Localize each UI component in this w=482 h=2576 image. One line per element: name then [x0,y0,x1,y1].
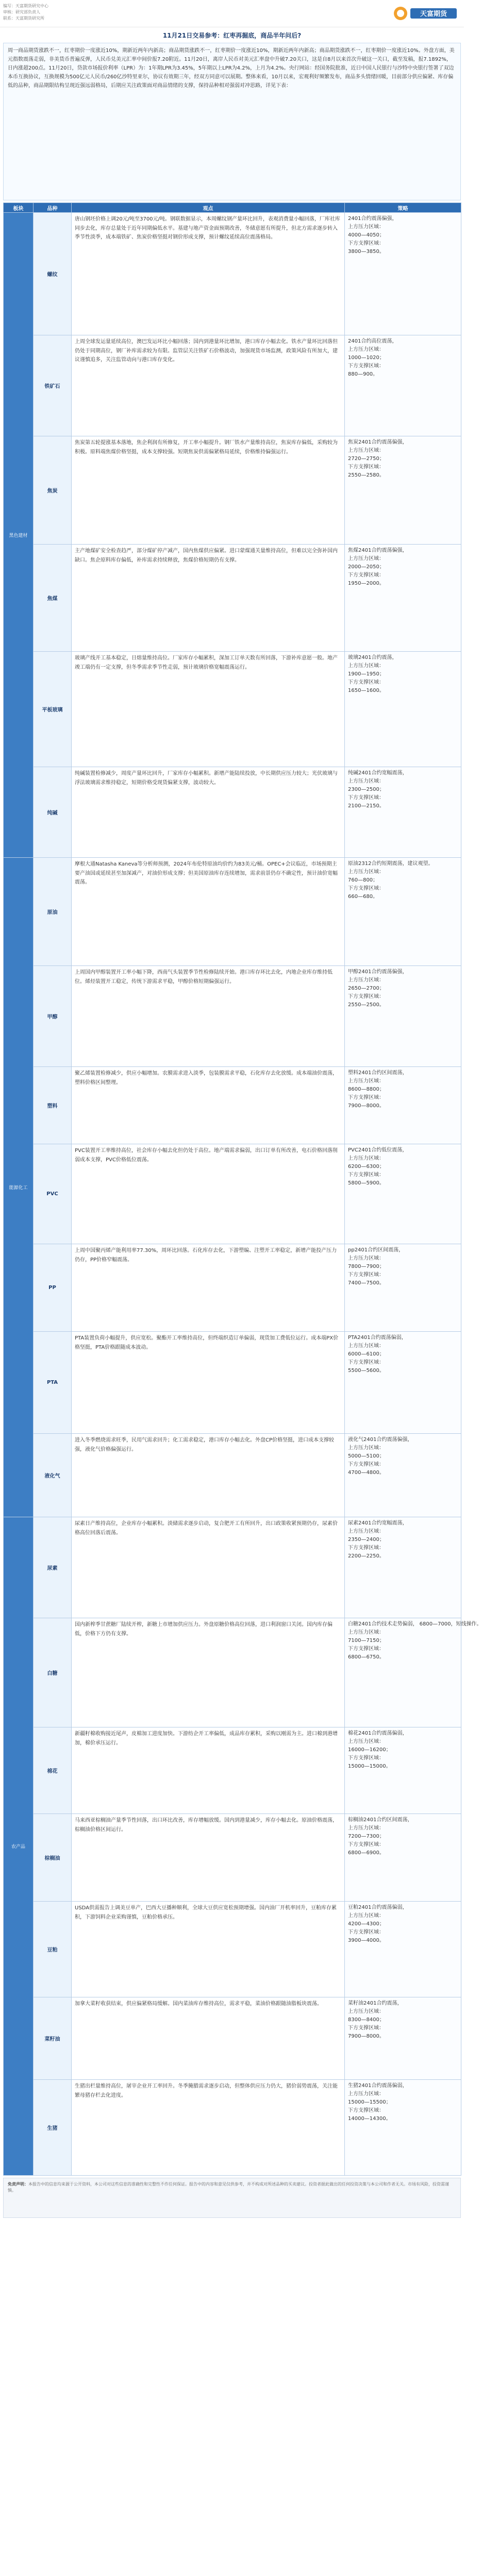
strategy-line: PVC2401合约低位震荡， [348,1147,408,1153]
strategy-line: 下方支撑区域： [348,680,384,685]
strategy-line: 下方支撑区域： [348,1360,384,1365]
strategy-lines [345,1517,461,1563]
strategy-lines [345,652,461,697]
strategy-cell [345,1814,461,1902]
table-row [4,335,461,436]
strategy-lines [345,1727,461,1773]
strategy-line: 5800—5900。 [348,1180,385,1186]
view-cell [72,436,345,545]
strategy-line: 7200—7300； [348,1834,385,1839]
view-cell [72,1332,345,1434]
strategy-line: 2000—2050； [348,564,385,570]
strategy-line: 上方压力区域： [348,1078,384,1084]
header-strategy: 策略 [345,203,461,213]
variety-cell: 液化气 [34,1434,72,1517]
view-text: 玻璃产线开工基本稳定，日熔量维持高位。厂家库存小幅累积，深加工订单天数有所回落，下游补库意愿一般。地产竣工端仍有一定支撑，但冬季需求季节性走弱，预计玻璃价格宽幅震荡运行。 [75,655,338,670]
strategy-line: 6800—6900。 [348,1850,385,1856]
view-text: 上周中国聚丙烯产能利用率77.30%，周环比回落。石化库存去化，下游塑编、注塑开工率稳定，新增产能投产压力仍存，PP价格窄幅震荡。 [75,1248,337,1263]
strategy-line: 下方支撑区域： [348,994,384,999]
table-row [4,858,461,966]
variety-cell: 菜籽油 [34,1997,72,2080]
strategy-line: 下方支撑区域： [348,1095,384,1100]
strategy-line: 2550—2500。 [348,1002,385,1008]
variety-cell: 铁矿石 [34,335,72,436]
strategy-line: 2550—2580。 [348,472,385,478]
view-text: PVC装置开工率维持高位，社会库存小幅去化但仍处于高位。地产端需求偏弱，出口订单有所改善，电石价格回落削弱成本支撑，PVC价格低位震荡。 [75,1148,338,1163]
strategy-lines [345,1434,461,1479]
strategy-line: 880—900。 [348,371,378,377]
strategy-cell [345,1618,482,1727]
strategy-line: 760—800； [348,877,378,883]
view-cell [72,545,345,652]
strategy-line: 上方压力区域： [348,1739,384,1744]
strategy-line: 2300—2500； [348,787,385,792]
table-row [4,1144,461,1244]
strategy-cell [345,767,461,858]
strategy-line: 4200—4300； [348,1921,385,1927]
table-row [4,652,461,767]
view-text: 聚乙烯装置检修减少，供应小幅增加。农膜需求进入淡季，包装膜需求平稳，石化库存去化放缓。成本端油价震荡，塑料价格区间整理。 [75,1071,338,1086]
table-row [4,545,461,652]
strategy-lines [345,966,461,1011]
table-row [4,1814,461,1902]
strategy-cell [345,2080,461,2176]
strategy-line: 7100—7150； [348,1638,385,1643]
strategy-line: 下方支撑区域： [348,1842,384,1848]
strategy-cell [345,966,461,1067]
strategy-cell [345,1332,461,1434]
strategy-lines [345,1997,461,2043]
variety-cell: PP [34,1244,72,1332]
meta-line: 联系：天富期货研究所 [3,16,44,21]
strategy-line: 6000—6100； [348,1351,385,1357]
strategy-cell [345,1902,461,1997]
strategy-line: 棕榈油2401合约区间震荡， [348,1817,413,1823]
strategy-cell [345,436,461,545]
strategy-line: 下方支撑区域： [348,464,384,470]
view-cell [72,335,345,436]
view-text: 加拿大菜籽收获结束，供应偏紧格局缓解。国内菜油库存维持高位，需求平稳，菜油价格跟随油脂板块震荡。 [75,2001,322,2007]
view-cell [72,1244,345,1332]
view-text: 尿素日产维持高位，企业库存小幅累积。淡储需求逐步启动，复合肥开工有所回升，出口政策收紧预期仍存，尿素价格高位回落后震荡。 [75,1521,338,1536]
strategy-cell [345,1067,461,1144]
strategy-line: 5000—5100； [348,1453,385,1459]
strategy-line: 5500—5600。 [348,1368,385,1374]
view-cell [72,1814,345,1902]
strategy-cell [345,1517,461,1618]
strategy-line: 上方压力区域： [348,778,384,784]
strategy-line: 下方支撑区域： [348,1929,384,1935]
intro-summary: 周一商品期货涨跌不一，红枣期价一度涨近10%，期新近两年内新高；商品期货涨跌不一，红枣期价一度涨近10%，期新近两年内新高；商品期货涨跌不一，红枣期价一度涨近10%。外盘方面，美元指数震荡走弱，非美货币普遍反弹，人民币兑美元汇率中间价报7.20附近。11月20日，离岸人民币对美元汇率盘中升破7.20关口，这是自8月以来首次升破这一关口，截至发稿，报7.1892%，日内涨超200点。11月20日，贷款市场报价利率（LPR）为：1年期LPR为3.45%，5年期以上LPR为4.2%，上月为4.2%。央行网站：经国务院批准，近日中国人民银行与沙特中央银行签署了双边本币互换协议，互换规模为500亿元人民币/260亿沙特里亚尔，协议有效期三年，经双方同意可以展期。整体来看，10月以来，宏观利好频繁发布，商品多头情绪回暖，目前部分供应偏紧、库存偏低的品种，商品期限结构呈现近强远弱格局，后期应关注政策面对商品情绪的支撑，保持品种相对强弱对冲思路，详见下表： [3,43,461,200]
strategy-line: 下方支撑区域： [348,2108,384,2113]
view-text: 进入冬季燃烧需求旺季，民用气需求回升；化工需求稳定，港口库存小幅去化。外盘CP价格坚挺，进口成本支撑较强，液化气价格偏强运行。 [75,1437,335,1452]
strategy-lines [345,1067,461,1112]
strategy-line: 豆粕2401合约震荡偏弱， [348,1905,408,1910]
view-cell [72,1727,345,1814]
strategy-line: 尿素2401合约宽幅震荡， [348,1520,408,1526]
strategy-line: 15000—15500； [348,2099,391,2105]
variety-cell: 纯碱 [34,767,72,858]
table-row [4,1727,461,1814]
strategy-line: 7800—7900； [348,1264,385,1269]
strategy-lines [345,858,461,903]
strategy-line: 下方支撑区域： [348,1545,384,1551]
variety-cell: 塑料 [34,1067,72,1144]
variety-cell: 生猪 [34,2080,72,2176]
table-row [4,1997,461,2080]
strategy-line: 上方压力区域： [348,448,384,453]
strategy-cell [345,335,461,436]
strategy-line: 2200—2250。 [348,1553,385,1559]
view-cell [72,652,345,767]
strategy-line: 2650—2700； [348,986,385,991]
strategy-line: 焦煤2401合约震荡偏强， [348,548,408,553]
header-sector: 板块 [4,203,34,213]
strategy-lines [345,1144,461,1190]
strategy-line: 下方支撑区域： [348,1462,384,1467]
view-cell [72,767,345,858]
strategy-line: 2401合约高位震荡， [348,338,397,344]
view-cell [72,1067,345,1144]
report-header [0,0,464,27]
strategy-cell [345,652,461,767]
table-row [4,1067,461,1144]
strategy-line: 3800—3850。 [348,249,385,255]
strategy-cell [345,545,461,652]
view-cell [72,1902,345,1997]
strategy-cell [345,1244,461,1332]
disclaimer-text: 本报告中的信息均来源于公开资料，本公司对这些信息的准确性和完整性不作任何保证。报告中的内容和意见仅供参考，并不构成对所述品种的买卖建议。投资者据此做出的任何投资决策与本公司和作者无关。市场有风险，投资需谨慎。 [8,2182,449,2193]
strategy-line: 下方支撑区域： [348,572,384,578]
view-cell [72,858,345,966]
header-view: 观点 [72,203,345,213]
strategy-lines [345,335,461,381]
strategy-line: 660—680。 [348,894,378,900]
variety-cell: 豆粕 [34,1902,72,1997]
view-text: 国内新榨季甘蔗糖厂陆续开榨，新糖上市增加供应压力。外盘原糖价格高位回落，进口利润窗口关闭。国内库存偏低，价格下方仍有支撑。 [75,1622,333,1637]
view-text: 焦炭第五轮提涨基本落地，焦企利润有所修复，开工率小幅提升。钢厂铁水产量维持高位，焦炭库存偏低，采购较为积极。原料端焦煤价格坚挺，成本支撑较强。短期焦炭供需偏紧格局延续，价格维持偏强运行。 [75,440,338,455]
view-text: 主产地煤矿安全检查趋严，部分煤矿停产减产，国内焦煤供应偏紧。进口蒙煤通关量维持高位，但难以完全弥补国内缺口。焦企原料库存偏低，补库需求持续释放，焦煤价格短期仍有支撑。 [75,548,338,563]
view-cell [72,1434,345,1517]
strategy-line: 3900—4000。 [348,1938,385,1943]
strategy-line: 7900—8000。 [348,2033,385,2039]
variety-cell: 白糖 [34,1618,72,1727]
strategy-line: 上方压力区域： [348,2091,384,2097]
report-title: 11月21日交易参考：红枣再掘底，商品半年问后? [162,32,302,39]
view-text: PTA装置负荷小幅提升，供应宽松。聚酯开工率维持高位，但终端织造订单偏弱，现货加工费低位运行。成本端PX价格坚挺，PTA价格跟随成本波动。 [75,1335,339,1350]
table-row [4,2080,461,2176]
meta-line: 审核：研究部负责人 [3,10,40,14]
variety-cell: 平板玻璃 [34,652,72,767]
view-text: 生猪出栏量维持高位，屠宰企业开工率回升。冬季腌腊需求逐步启动，但整体供应压力仍大，猪价弱势震荡，关注能繁母猪存栏去化进度。 [75,2083,338,2098]
strategy-line: 塑料2401合约区间震荡， [348,1070,408,1076]
strategy-lines [345,1902,461,1947]
strategy-cell [345,1997,461,2080]
view-text: 上周全球发运量延续高位，澳巴发运环比小幅回落；国内到港量环比增加，港口库存小幅去化。铁水产量环比回落但仍处于同期高位，钢厂补库需求较为有限。监管层关注铁矿石价格波动，加强现货市场监测，政策风险有所加大，建议谨慎追多，关注监管动向与港口库存变化。 [75,339,338,363]
strategy-line: 下方支撑区域： [348,363,384,369]
strategy-line: 下方支撑区域： [348,886,384,891]
strategy-line: 上方压力区域： [348,1529,384,1534]
table-row [4,213,461,335]
sector-cell: 农产品 [4,1517,34,2176]
header-meta [3,3,48,22]
strategy-line: 上方压力区域： [348,977,384,983]
view-text: 摩根大通Natasha Kaneva等分析师预测，2024年布伦特原油均价约为83美元/桶。OPEC+会议临近，市场预期主要产油国或延续甚至加深减产，对油价形成支撑；但美国原油库存连续增加，需求前景仍存不确定性，预计油价宽幅震荡。 [75,861,338,885]
strategy-line: 16000—16200； [348,1747,391,1753]
strategy-line: 上方压力区域： [348,224,384,230]
view-cell [72,1997,345,2080]
strategy-cell [345,1434,461,1517]
strategy-line: 上方压力区域： [348,1256,384,1261]
variety-cell: 甲醇 [34,966,72,1067]
strategy-line: 14000—14300。 [348,2116,391,2122]
view-cell [72,1618,345,1727]
strategy-line: 白糖2401合约技术走势偏弱， 6800—7000，短线操作。 [348,1621,482,1627]
variety-cell: 焦炭 [34,436,72,545]
strategy-line: 上方压力区域： [348,1913,384,1919]
view-text: 上周国内甲醇装置开工率小幅下降，西南气头装置季节性检修陆续开始。港口库存环比去化，内地企业库存维持低位。烯烃装置开工稳定，传统下游需求平稳，甲醇价格短期偏强运行。 [75,970,333,985]
sector-cell: 能源化工 [4,858,34,1517]
view-text: 唐山钢坯价格上调20元/吨至3700元/吨。钢联数据显示，本周螺纹钢产量环比回升，表观消费量小幅回落，厂库社库同步去化，库存总量处于近年同期偏低水平。基建与地产资金面预期改善，冬储意愿有所提升，但北方需求逐步转入季节性淡季，成本端铁矿、焦炭价格坚挺对钢价形成支撑，预计螺纹延续高位震荡格局。 [75,216,340,240]
strategy-line: 下方支撑区域： [348,1172,384,1178]
view-cell [72,1517,345,1618]
strategy-line: 7400—7500。 [348,1280,385,1286]
strategy-line: 上方压力区域： [348,556,384,562]
strategy-lines [345,767,461,812]
strategy-cell [345,1727,461,1814]
strategy-lines [345,545,461,590]
table-row [4,1517,461,1618]
view-cell [72,213,345,335]
sector-cell: 黑色建材 [4,213,34,858]
strategy-line: 液化气2401合约震荡偏强， [348,1437,413,1443]
strategy-line: 上方压力区域： [348,1343,384,1349]
table-row [4,767,461,858]
strategy-line: PTA2401合约震荡偏弱， [348,1335,407,1341]
strategy-line: 2720—2750； [348,456,385,462]
table-row [4,1244,461,1332]
strategy-line: 原油2312合约短期震荡，建议观望。 [348,861,434,867]
strategy-line: 上方压力区域： [348,2009,384,2014]
view-cell [72,1144,345,1244]
strategy-line: 下方支撑区域： [348,241,384,246]
strategy-lines [345,213,461,258]
table-header-row [4,203,461,213]
strategy-line: 6800—6750。 [348,1654,385,1660]
strategy-line: 上方压力区域： [348,1825,384,1831]
table-row [4,1434,461,1517]
view-text: USDA供需报告上调美豆单产，巴西大豆播种顺利，全球大豆供应宽松预期增强。国内油厂开机率回升，豆粕库存累积，下游饲料企业采购谨慎，豆粕价格承压。 [75,1905,337,1920]
variety-cell: 尿素 [34,1517,72,1618]
variety-cell: PVC [34,1144,72,1244]
strategy-lines [345,436,461,482]
strategy-line: 2350—2400； [348,1537,385,1543]
variety-cell: PTA [34,1332,72,1434]
strategy-line: 下方支撑区域： [348,1272,384,1278]
company-logo [393,5,459,22]
strategy-line: 上方压力区域： [348,1445,384,1451]
strategy-line: 纯碱2401合约宽幅震荡， [348,770,408,776]
strategy-line: 下方支撑区域： [348,1755,384,1761]
strategy-line: 上方压力区域： [348,869,384,875]
strategy-line: 下方支撑区域： [348,2025,384,2031]
strategy-cell [345,858,461,966]
table-row [4,1332,461,1434]
view-cell [72,966,345,1067]
disclaimer [3,2178,461,2218]
strategy-cell [345,1144,461,1244]
strategy-line: 1950—2000。 [348,581,385,586]
strategy-line: 生猪2401合约震荡偏弱， [348,2083,408,2089]
strategy-line: 2100—2150。 [348,803,385,809]
header-variety: 品种 [34,203,72,213]
strategy-line: 4700—4800。 [348,1470,385,1476]
table-row [4,436,461,545]
strategy-line: 棉花2401合约震荡偏弱， [348,1731,408,1736]
view-text: 纯碱装置检修减少，周度产量环比回升，厂家库存小幅累积。新增产能陆续投放，中长期供应压力较大；光伏玻璃与浮法玻璃需求维持稳定，短期价格受现货偏紧支撑，波动较大。 [75,771,338,786]
strategy-line: 8600—8800； [348,1087,385,1092]
meta-line: 编写：天富期货研究中心 [3,4,48,8]
strategy-line: 甲醇2401合约震荡偏强， [348,969,408,975]
strategy-line: 玻璃2401合约震荡， [348,655,397,660]
table-row [4,1902,461,1997]
table-body [4,213,482,2176]
strategy-line: 2401合约震荡偏强， [348,216,397,222]
strategy-line: 下方支撑区域： [348,1646,384,1652]
strategy-line: 4000—4050； [348,232,385,238]
variety-cell: 螺纹 [34,213,72,335]
strategy-line: 菜籽油2401合约震荡， [348,2001,403,2006]
strategy-line: 1000—1020； [348,355,385,361]
strategy-lines [345,1618,482,1664]
variety-cell: 焦煤 [34,545,72,652]
strategy-line: 上方压力区域： [348,1156,384,1161]
strategy-table [3,202,482,2176]
strategy-line: 6200—6300； [348,1164,385,1170]
variety-cell: 棕榈油 [34,1814,72,1902]
table-row [4,1618,461,1727]
strategy-line: 上方压力区域： [348,1630,384,1635]
strategy-line: 15000—15000。 [348,1764,391,1769]
strategy-lines [345,1244,461,1290]
strategy-line: 1650—1600。 [348,688,385,693]
strategy-line: 下方支撑区域： [348,795,384,801]
strategy-lines [345,1814,461,1859]
view-text: 新疆籽棉收购接近尾声，皮棉加工进度加快。下游纺企开工率偏低，成品库存累积，采购以刚需为主。进口棉到港增加，棉价承压运行。 [75,1731,338,1746]
strategy-line: 上方压力区域： [348,663,384,669]
table-row [4,966,461,1067]
variety-cell: 棉花 [34,1727,72,1814]
strategy-line: 1900—1950； [348,671,385,677]
strategy-line: pp2401合约区间震荡， [348,1247,404,1253]
strategy-lines [345,1332,461,1377]
strategy-line: 8300—8400； [348,2017,385,2023]
strategy-line: 上方压力区域： [348,347,384,352]
strategy-lines [345,2080,461,2125]
view-text: 马来西亚棕榈油产量季节性回落，出口环比改善，库存增幅放缓。国内到港量减少，库存小幅去化。原油价格震荡，棕榈油价格区间运行。 [75,1818,338,1833]
strategy-line: 焦炭2401合约震荡偏强， [348,439,408,445]
logo-text: 天富期货 [420,10,447,18]
strategy-cell [345,213,461,335]
disclaimer-heading: 免责声明： [8,2182,28,2187]
variety-cell: 原油 [34,858,72,966]
view-cell [72,2080,345,2176]
strategy-line: 7900—8000。 [348,1103,385,1109]
